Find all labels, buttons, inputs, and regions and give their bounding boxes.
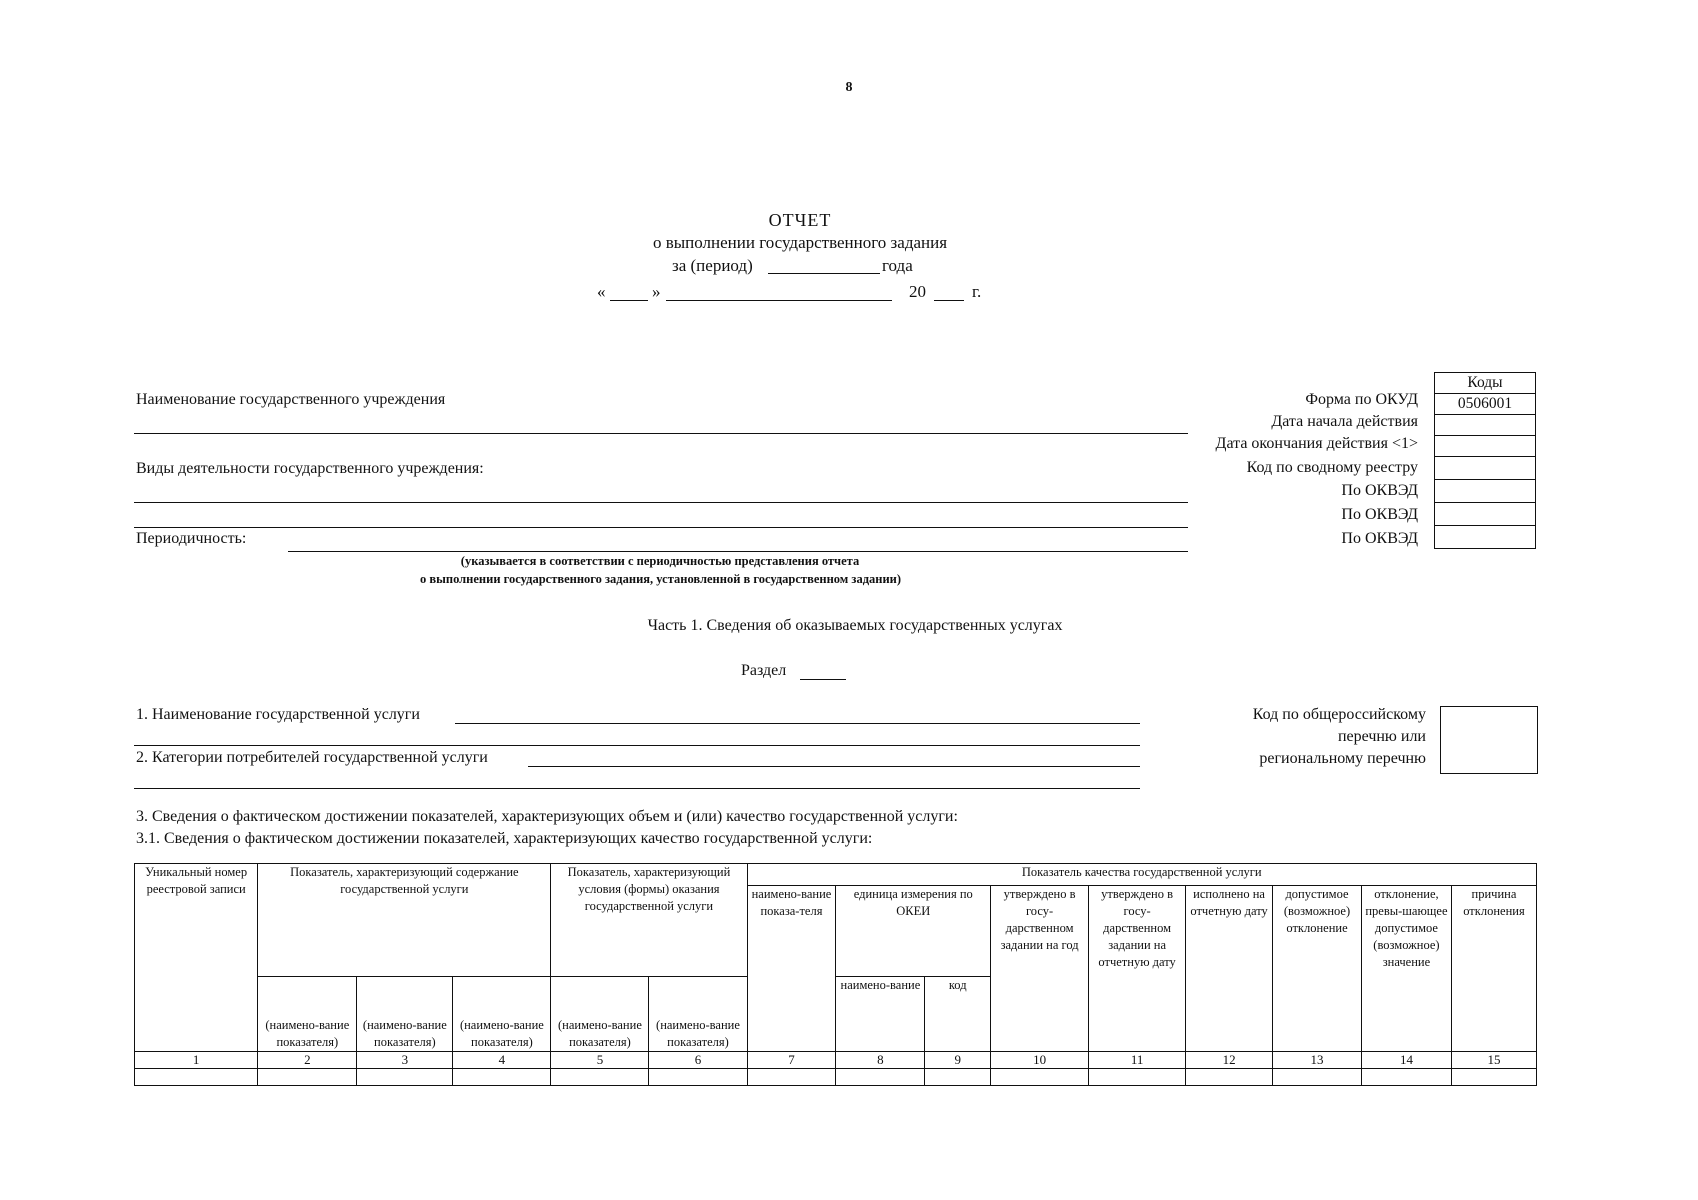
col-unit: единица измерения по ОКЕИ — [836, 886, 991, 977]
table-cell[interactable] — [747, 1069, 836, 1086]
codes-box — [1434, 372, 1536, 549]
code-okved-2[interactable] — [1435, 503, 1536, 526]
codes-label-okved-2: По ОКВЭД — [1341, 506, 1418, 523]
codes-header: Коды — [1435, 373, 1536, 394]
sub-indicator-6: (наимено-вание показателя) — [649, 977, 747, 1052]
consumer-categories-line-2 — [134, 788, 1140, 789]
periodicity-note-2: о выполнении государственного задания, установленной в государственном задании) — [420, 572, 902, 586]
activities-label: Виды деятельности государственного учреждения: — [136, 460, 484, 477]
col-number: 2 — [258, 1052, 357, 1069]
institution-name-label: Наименование государственного учреждения — [136, 391, 446, 408]
activities-line-1 — [134, 502, 1188, 503]
item3-text: 3. Сведения о фактическом достижении показателей, характеризующих объем и (или) качество государственной услуги: — [136, 808, 958, 825]
report-subtitle: о выполнении государственного задания — [652, 233, 948, 252]
date-year-line — [934, 300, 964, 301]
registry-code-label-1: Код по общероссийскому — [1252, 706, 1426, 723]
periodicity-note-1: (указывается в соответствии с периодичностью представления отчета — [460, 554, 860, 568]
table-cell[interactable] — [258, 1069, 357, 1086]
table-cell[interactable] — [453, 1069, 551, 1086]
col-approved-year: утверждено в госу-дарственном задании на год — [991, 886, 1089, 1052]
page-number: 8 — [845, 80, 853, 95]
code-registry[interactable] — [1435, 457, 1536, 480]
table-row — [135, 1069, 1537, 1086]
col-number: 6 — [649, 1052, 747, 1069]
table-cell[interactable] — [925, 1069, 991, 1086]
table-cell[interactable] — [1451, 1069, 1536, 1086]
item31-text: 3.1. Сведения о фактическом достижении показателей, характеризующих качество государственной услуги: — [136, 830, 873, 847]
col-unit-name: наимено-вание — [836, 977, 925, 1052]
col-content-indicator: Показатель, характеризующий содержание государственной услуги — [258, 864, 551, 977]
col-conditions-indicator: Показатель, характеризующий условия (формы) оказания государственной услуги — [551, 864, 747, 977]
col-number: 7 — [747, 1052, 836, 1069]
code-okud[interactable]: 0506001 — [1435, 394, 1536, 415]
table-cell[interactable] — [649, 1069, 747, 1086]
col-unit-code: код — [925, 977, 991, 1052]
period-prefix: за (период) — [672, 256, 753, 275]
table-cell[interactable] — [1273, 1069, 1362, 1086]
table-cell[interactable] — [836, 1069, 925, 1086]
col-indicator-name: наимено-вание показа-теля — [747, 886, 836, 1052]
sub-indicator-2: (наимено-вание показателя) — [258, 977, 357, 1052]
col-number: 15 — [1451, 1052, 1536, 1069]
periodicity-line — [288, 551, 1188, 552]
registry-code-label-3: региональному перечню — [1259, 750, 1426, 767]
table-cell[interactable] — [551, 1069, 649, 1086]
section-label: Раздел — [741, 662, 787, 679]
service-name-line — [455, 723, 1140, 724]
section-line — [800, 679, 846, 680]
col-number: 5 — [551, 1052, 649, 1069]
codes-label-okved-3: По ОКВЭД — [1341, 530, 1418, 547]
sub-indicator-4: (наимено-вание показателя) — [453, 977, 551, 1052]
sub-indicator-3: (наимено-вание показателя) — [357, 977, 453, 1052]
table-cell[interactable] — [357, 1069, 453, 1086]
table-cell[interactable] — [1186, 1069, 1273, 1086]
col-number: 10 — [991, 1052, 1089, 1069]
col-number: 13 — [1273, 1052, 1362, 1069]
col-number: 11 — [1089, 1052, 1186, 1069]
col-number: 8 — [836, 1052, 925, 1069]
col-number: 3 — [357, 1052, 453, 1069]
col-number: 4 — [453, 1052, 551, 1069]
col-quality-indicator: Показатель качества государственной услуги — [747, 864, 1537, 886]
date-month-line — [666, 300, 892, 301]
registry-code-label-2: перечню или — [1337, 728, 1426, 745]
date-year-suffix: г. — [972, 282, 982, 301]
code-okved-1[interactable] — [1435, 480, 1536, 503]
date-day-line — [610, 300, 648, 301]
activities-line-2 — [134, 527, 1188, 528]
period-line — [768, 273, 880, 274]
part1-title: Часть 1. Сведения об оказываемых государственных услугах — [647, 617, 1063, 634]
date-year-prefix: 20 — [909, 282, 926, 301]
quality-indicators-table — [134, 863, 1537, 1086]
col-deviation-reason: причина отклонения — [1451, 886, 1536, 1052]
col-executed: исполнено на отчетную дату — [1186, 886, 1273, 1052]
sub-indicator-5: (наимено-вание показателя) — [551, 977, 649, 1052]
report-title: ОТЧЕТ — [768, 210, 832, 230]
periodicity-label: Периодичность: — [136, 530, 247, 547]
service-name-label: 1. Наименование государственной услуги — [136, 706, 420, 723]
col-number: 12 — [1186, 1052, 1273, 1069]
codes-label-okved-1: По ОКВЭД — [1341, 482, 1418, 499]
col-exceeding-deviation: отклонение, превы-шающее допустимое (возможное) значение — [1361, 886, 1451, 1052]
code-okved-3[interactable] — [1435, 526, 1536, 549]
codes-label-registry: Код по сводному реестру — [1246, 459, 1418, 476]
table-cell[interactable] — [1361, 1069, 1451, 1086]
consumer-categories-label: 2. Категории потребителей государственной услуги — [136, 749, 488, 766]
consumer-categories-line — [528, 766, 1140, 767]
col-number: 1 — [135, 1052, 258, 1069]
col-unique-number: Уникальный номер реестровой записи — [135, 864, 258, 1052]
codes-label-start-date: Дата начала действия — [1271, 413, 1418, 430]
codes-label-end-date: Дата окончания действия <1> — [1215, 435, 1418, 452]
codes-label-okud: Форма по ОКУД — [1305, 391, 1418, 408]
code-end-date[interactable] — [1435, 436, 1536, 457]
col-number: 14 — [1361, 1052, 1451, 1069]
institution-name-line — [134, 433, 1188, 434]
period-suffix: года — [882, 256, 913, 275]
registry-code-box[interactable] — [1440, 706, 1538, 774]
table-cell[interactable] — [135, 1069, 258, 1086]
col-approved-date: утверждено в госу-дарственном задании на отчетную дату — [1089, 886, 1186, 1052]
col-allowed-deviation: допустимое (возможное) отклонение — [1273, 886, 1362, 1052]
date-close-quote: » — [652, 282, 661, 301]
code-start-date[interactable] — [1435, 415, 1536, 436]
date-open-quote: « — [597, 282, 606, 301]
col-number: 9 — [925, 1052, 991, 1069]
table-cell[interactable] — [1089, 1069, 1186, 1086]
table-cell[interactable] — [991, 1069, 1089, 1086]
service-name-line-2 — [134, 745, 1140, 746]
